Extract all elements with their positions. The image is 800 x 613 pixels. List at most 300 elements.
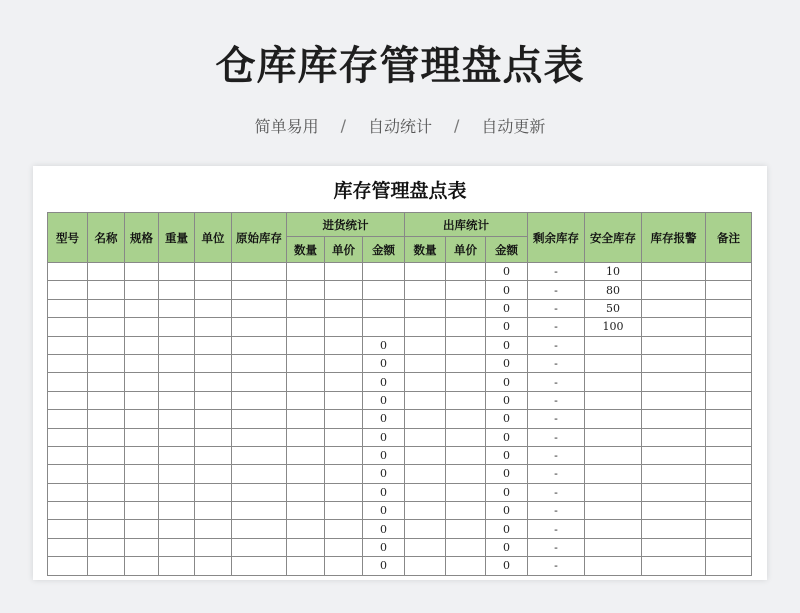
cell-out-unit-price[interactable]: [446, 354, 486, 372]
cell-out-quantity[interactable]: [405, 391, 446, 409]
cell-safety-stock[interactable]: [585, 502, 642, 520]
table-row: [48, 502, 752, 520]
cell-spec[interactable]: [125, 446, 159, 464]
cell-original-stock[interactable]: [232, 557, 287, 575]
cell-type[interactable]: [48, 502, 88, 520]
cell-in-amount[interactable]: 0: [363, 391, 405, 409]
cell-in-quantity[interactable]: [287, 465, 325, 483]
cell-in-quantity[interactable]: [287, 483, 325, 501]
cell-type[interactable]: [48, 354, 88, 372]
feature-tags: [0, 114, 800, 137]
cell-spec[interactable]: [125, 520, 159, 538]
cell-out-amount[interactable]: 0: [486, 354, 528, 372]
cell-in-unit-price[interactable]: [325, 446, 363, 464]
cell-weight[interactable]: [159, 318, 195, 336]
cell-weight[interactable]: [159, 391, 195, 409]
cell-out-unit-price[interactable]: [446, 318, 486, 336]
cell-in-amount[interactable]: 0: [363, 502, 405, 520]
cell-weight[interactable]: [159, 336, 195, 354]
cell-out-amount[interactable]: 0: [486, 410, 528, 428]
cell-type[interactable]: [48, 410, 88, 428]
cell-in-unit-price[interactable]: [325, 373, 363, 391]
cell-name[interactable]: [88, 373, 125, 391]
cell-remarks[interactable]: [706, 502, 752, 520]
cell-stock-alert[interactable]: [642, 465, 706, 483]
header-in-amount: 金额: [363, 237, 405, 263]
cell-remaining[interactable]: -: [528, 299, 585, 317]
cell-original-stock[interactable]: [232, 428, 287, 446]
cell-stock-alert[interactable]: [642, 428, 706, 446]
cell-type[interactable]: [48, 446, 88, 464]
cell-in-quantity[interactable]: [287, 263, 325, 281]
cell-name[interactable]: [88, 318, 125, 336]
cell-unit[interactable]: [195, 410, 232, 428]
cell-weight[interactable]: [159, 446, 195, 464]
cell-stock-alert[interactable]: [642, 502, 706, 520]
cell-out-unit-price[interactable]: [446, 446, 486, 464]
cell-safety-stock[interactable]: [585, 428, 642, 446]
cell-name[interactable]: [88, 538, 125, 556]
cell-original-stock[interactable]: [232, 520, 287, 538]
page-title: 仓库库存管理盘点表: [215, 43, 585, 89]
header-out-amount: 金额: [486, 237, 528, 263]
cell-type[interactable]: [48, 483, 88, 501]
cell-weight[interactable]: [159, 483, 195, 501]
cell-safety-stock[interactable]: 80: [585, 281, 642, 299]
cell-unit[interactable]: [195, 299, 232, 317]
cell-type[interactable]: [48, 373, 88, 391]
cell-in-quantity[interactable]: [287, 410, 325, 428]
cell-remarks[interactable]: [706, 538, 752, 556]
cell-in-unit-price[interactable]: [325, 336, 363, 354]
cell-out-amount[interactable]: 0: [486, 538, 528, 556]
cell-in-amount[interactable]: 0: [363, 465, 405, 483]
cell-remaining[interactable]: -: [528, 336, 585, 354]
cell-in-unit-price[interactable]: [325, 483, 363, 501]
cell-in-quantity[interactable]: [287, 446, 325, 464]
cell-spec[interactable]: [125, 410, 159, 428]
cell-in-quantity[interactable]: [287, 538, 325, 556]
cell-stock-alert[interactable]: [642, 281, 706, 299]
cell-spec[interactable]: [125, 502, 159, 520]
cell-spec[interactable]: [125, 483, 159, 501]
cell-out-unit-price[interactable]: [446, 336, 486, 354]
cell-out-quantity[interactable]: [405, 410, 446, 428]
cell-unit[interactable]: [195, 318, 232, 336]
cell-original-stock[interactable]: [232, 318, 287, 336]
cell-type[interactable]: [48, 263, 88, 281]
cell-out-unit-price[interactable]: [446, 373, 486, 391]
cell-weight[interactable]: [159, 502, 195, 520]
cell-name[interactable]: [88, 483, 125, 501]
cell-out-quantity[interactable]: [405, 557, 446, 575]
cell-in-unit-price[interactable]: [325, 391, 363, 409]
cell-stock-alert[interactable]: [642, 520, 706, 538]
cell-original-stock[interactable]: [232, 538, 287, 556]
table-row: [48, 391, 752, 409]
cell-out-amount[interactable]: 0: [486, 502, 528, 520]
cell-out-quantity[interactable]: [405, 428, 446, 446]
cell-remarks[interactable]: [706, 465, 752, 483]
cell-name[interactable]: [88, 281, 125, 299]
cell-in-unit-price[interactable]: [325, 538, 363, 556]
cell-in-unit-price[interactable]: [325, 263, 363, 281]
cell-unit[interactable]: [195, 373, 232, 391]
cell-stock-alert[interactable]: [642, 538, 706, 556]
cell-out-unit-price[interactable]: [446, 410, 486, 428]
cell-out-amount[interactable]: 0: [486, 281, 528, 299]
cell-spec[interactable]: [125, 373, 159, 391]
cell-original-stock[interactable]: [232, 483, 287, 501]
cell-in-amount[interactable]: 0: [363, 557, 405, 575]
cell-type[interactable]: [48, 557, 88, 575]
cell-name[interactable]: [88, 354, 125, 372]
cell-out-quantity[interactable]: [405, 538, 446, 556]
cell-safety-stock[interactable]: 100: [585, 318, 642, 336]
cell-out-amount[interactable]: 0: [486, 428, 528, 446]
cell-remarks[interactable]: [706, 318, 752, 336]
cell-in-quantity[interactable]: [287, 336, 325, 354]
cell-original-stock[interactable]: [232, 263, 287, 281]
cell-remaining[interactable]: -: [528, 446, 585, 464]
cell-in-quantity[interactable]: [287, 299, 325, 317]
cell-out-amount[interactable]: 0: [486, 465, 528, 483]
inventory-table: [47, 212, 752, 576]
cell-weight[interactable]: [159, 281, 195, 299]
cell-weight[interactable]: [159, 354, 195, 372]
cell-remaining[interactable]: -: [528, 465, 585, 483]
cell-name[interactable]: [88, 428, 125, 446]
cell-out-quantity[interactable]: [405, 299, 446, 317]
cell-stock-alert[interactable]: [642, 354, 706, 372]
table-row: [48, 336, 752, 354]
cell-spec[interactable]: [125, 428, 159, 446]
cell-type[interactable]: [48, 299, 88, 317]
cell-out-amount[interactable]: 0: [486, 391, 528, 409]
cell-remaining[interactable]: -: [528, 538, 585, 556]
cell-spec[interactable]: [125, 354, 159, 372]
cell-spec[interactable]: [125, 465, 159, 483]
cell-in-amount[interactable]: [363, 299, 405, 317]
cell-remarks[interactable]: [706, 373, 752, 391]
table-row: [48, 299, 752, 317]
cell-out-unit-price[interactable]: [446, 483, 486, 501]
spreadsheet-preview: [33, 166, 767, 580]
cell-in-quantity[interactable]: [287, 373, 325, 391]
cell-out-unit-price[interactable]: [446, 263, 486, 281]
cell-out-quantity[interactable]: [405, 520, 446, 538]
cell-unit[interactable]: [195, 465, 232, 483]
cell-in-unit-price[interactable]: [325, 465, 363, 483]
cell-original-stock[interactable]: [232, 299, 287, 317]
cell-stock-alert[interactable]: [642, 263, 706, 281]
cell-type[interactable]: [48, 428, 88, 446]
cell-safety-stock[interactable]: [585, 465, 642, 483]
cell-remarks[interactable]: [706, 520, 752, 538]
cell-safety-stock[interactable]: 50: [585, 299, 642, 317]
cell-out-amount[interactable]: 0: [486, 483, 528, 501]
cell-spec[interactable]: [125, 299, 159, 317]
cell-unit[interactable]: [195, 391, 232, 409]
cell-safety-stock[interactable]: [585, 557, 642, 575]
cell-unit[interactable]: [195, 483, 232, 501]
cell-out-quantity[interactable]: [405, 318, 446, 336]
cell-remaining[interactable]: -: [528, 557, 585, 575]
cell-out-unit-price[interactable]: [446, 520, 486, 538]
cell-out-quantity[interactable]: [405, 263, 446, 281]
cell-in-quantity[interactable]: [287, 520, 325, 538]
cell-name[interactable]: [88, 391, 125, 409]
cell-out-unit-price[interactable]: [446, 557, 486, 575]
cell-stock-alert[interactable]: [642, 299, 706, 317]
cell-out-quantity[interactable]: [405, 281, 446, 299]
table-row: [48, 538, 752, 556]
cell-safety-stock[interactable]: [585, 538, 642, 556]
cell-in-amount[interactable]: [363, 263, 405, 281]
header-name: 名称: [88, 213, 125, 263]
cell-original-stock[interactable]: [232, 391, 287, 409]
cell-remaining[interactable]: -: [528, 410, 585, 428]
cell-weight[interactable]: [159, 263, 195, 281]
cell-out-quantity[interactable]: [405, 446, 446, 464]
cell-type[interactable]: [48, 465, 88, 483]
cell-unit[interactable]: [195, 354, 232, 372]
cell-unit[interactable]: [195, 281, 232, 299]
cell-safety-stock[interactable]: [585, 391, 642, 409]
cell-in-quantity[interactable]: [287, 557, 325, 575]
cell-in-unit-price[interactable]: [325, 502, 363, 520]
cell-stock-alert[interactable]: [642, 557, 706, 575]
cell-type[interactable]: [48, 318, 88, 336]
cell-name[interactable]: [88, 465, 125, 483]
cell-spec[interactable]: [125, 557, 159, 575]
cell-name[interactable]: [88, 557, 125, 575]
cell-remarks[interactable]: [706, 354, 752, 372]
cell-remarks[interactable]: [706, 299, 752, 317]
table-row: [48, 483, 752, 501]
cell-in-amount[interactable]: [363, 318, 405, 336]
cell-out-quantity[interactable]: [405, 373, 446, 391]
header-out-unit-price: 单价: [446, 237, 486, 263]
cell-stock-alert[interactable]: [642, 410, 706, 428]
cell-original-stock[interactable]: [232, 410, 287, 428]
cell-unit[interactable]: [195, 502, 232, 520]
cell-in-amount[interactable]: 0: [363, 373, 405, 391]
table-row: [48, 520, 752, 538]
cell-original-stock[interactable]: [232, 354, 287, 372]
header-weight: 重量: [159, 213, 195, 263]
cell-unit[interactable]: [195, 428, 232, 446]
cell-remaining[interactable]: -: [528, 318, 585, 336]
cell-out-quantity[interactable]: [405, 483, 446, 501]
cell-unit[interactable]: [195, 538, 232, 556]
cell-type[interactable]: [48, 520, 88, 538]
cell-name[interactable]: [88, 336, 125, 354]
cell-weight[interactable]: [159, 428, 195, 446]
cell-remarks[interactable]: [706, 446, 752, 464]
cell-weight[interactable]: [159, 299, 195, 317]
cell-remaining[interactable]: -: [528, 354, 585, 372]
cell-in-amount[interactable]: 0: [363, 428, 405, 446]
cell-in-quantity[interactable]: [287, 502, 325, 520]
cell-in-amount[interactable]: 0: [363, 336, 405, 354]
cell-type[interactable]: [48, 281, 88, 299]
cell-remaining[interactable]: -: [528, 391, 585, 409]
cell-in-unit-price[interactable]: [325, 281, 363, 299]
cell-remaining[interactable]: -: [528, 281, 585, 299]
cell-in-quantity[interactable]: [287, 391, 325, 409]
cell-in-quantity[interactable]: [287, 428, 325, 446]
cell-name[interactable]: [88, 299, 125, 317]
cell-out-amount[interactable]: 0: [486, 263, 528, 281]
cell-in-unit-price[interactable]: [325, 299, 363, 317]
cell-original-stock[interactable]: [232, 465, 287, 483]
cell-safety-stock[interactable]: [585, 483, 642, 501]
cell-weight[interactable]: [159, 373, 195, 391]
header-spec: 规格: [125, 213, 159, 263]
cell-weight[interactable]: [159, 465, 195, 483]
cell-in-quantity[interactable]: [287, 318, 325, 336]
cell-weight[interactable]: [159, 410, 195, 428]
cell-remaining[interactable]: -: [528, 483, 585, 501]
cell-in-quantity[interactable]: [287, 281, 325, 299]
sheet-title: 库存管理盘点表: [333, 180, 467, 202]
cell-remaining[interactable]: -: [528, 373, 585, 391]
cell-out-unit-price[interactable]: [446, 299, 486, 317]
cell-in-amount[interactable]: 0: [363, 446, 405, 464]
cell-spec[interactable]: [125, 538, 159, 556]
cell-stock-alert[interactable]: [642, 336, 706, 354]
cell-out-unit-price[interactable]: [446, 502, 486, 520]
cell-safety-stock[interactable]: [585, 520, 642, 538]
header-type: 型号: [48, 213, 88, 263]
cell-remaining[interactable]: -: [528, 520, 585, 538]
cell-original-stock[interactable]: [232, 373, 287, 391]
cell-in-amount[interactable]: [363, 281, 405, 299]
cell-out-amount[interactable]: 0: [486, 318, 528, 336]
cell-weight[interactable]: [159, 538, 195, 556]
cell-safety-stock[interactable]: [585, 373, 642, 391]
cell-unit[interactable]: [195, 557, 232, 575]
tag-auto-update: 自动更新: [481, 117, 546, 136]
cell-in-amount[interactable]: 0: [363, 520, 405, 538]
cell-stock-alert[interactable]: [642, 318, 706, 336]
cell-remarks[interactable]: [706, 410, 752, 428]
cell-remarks[interactable]: [706, 281, 752, 299]
cell-in-unit-price[interactable]: [325, 428, 363, 446]
cell-weight[interactable]: [159, 557, 195, 575]
cell-original-stock[interactable]: [232, 336, 287, 354]
cell-weight[interactable]: [159, 520, 195, 538]
cell-unit[interactable]: [195, 520, 232, 538]
cell-out-amount[interactable]: 0: [486, 446, 528, 464]
cell-original-stock[interactable]: [232, 446, 287, 464]
cell-in-unit-price[interactable]: [325, 354, 363, 372]
cell-remarks[interactable]: [706, 263, 752, 281]
cell-remarks[interactable]: [706, 336, 752, 354]
cell-safety-stock[interactable]: [585, 354, 642, 372]
table-row: [48, 373, 752, 391]
cell-spec[interactable]: [125, 263, 159, 281]
cell-name[interactable]: [88, 502, 125, 520]
cell-remaining[interactable]: -: [528, 502, 585, 520]
cell-out-amount[interactable]: 0: [486, 336, 528, 354]
cell-type[interactable]: [48, 336, 88, 354]
cell-in-unit-price[interactable]: [325, 410, 363, 428]
header-in-unit-price: 单价: [325, 237, 363, 263]
cell-remaining[interactable]: -: [528, 428, 585, 446]
cell-in-unit-price[interactable]: [325, 557, 363, 575]
table-row: [48, 446, 752, 464]
cell-unit[interactable]: [195, 336, 232, 354]
cell-in-amount[interactable]: 0: [363, 410, 405, 428]
cell-out-unit-price[interactable]: [446, 465, 486, 483]
cell-name[interactable]: [88, 263, 125, 281]
cell-out-quantity[interactable]: [405, 336, 446, 354]
tag-separator: /: [454, 116, 460, 135]
cell-out-unit-price[interactable]: [446, 428, 486, 446]
cell-unit[interactable]: [195, 263, 232, 281]
cell-remarks[interactable]: [706, 557, 752, 575]
cell-out-amount[interactable]: 0: [486, 373, 528, 391]
cell-out-quantity[interactable]: [405, 354, 446, 372]
cell-remarks[interactable]: [706, 483, 752, 501]
cell-out-quantity[interactable]: [405, 465, 446, 483]
cell-spec[interactable]: [125, 281, 159, 299]
cell-unit[interactable]: [195, 446, 232, 464]
cell-in-unit-price[interactable]: [325, 318, 363, 336]
cell-out-quantity[interactable]: [405, 502, 446, 520]
cell-in-amount[interactable]: 0: [363, 538, 405, 556]
cell-stock-alert[interactable]: [642, 446, 706, 464]
cell-in-amount[interactable]: 0: [363, 354, 405, 372]
cell-remaining[interactable]: -: [528, 263, 585, 281]
cell-remarks[interactable]: [706, 428, 752, 446]
table-row: [48, 557, 752, 575]
cell-safety-stock[interactable]: [585, 446, 642, 464]
cell-stock-alert[interactable]: [642, 373, 706, 391]
cell-original-stock[interactable]: [232, 502, 287, 520]
cell-spec[interactable]: [125, 318, 159, 336]
cell-stock-alert[interactable]: [642, 483, 706, 501]
cell-remarks[interactable]: [706, 391, 752, 409]
table-row: [48, 263, 752, 281]
cell-stock-alert[interactable]: [642, 391, 706, 409]
cell-in-unit-price[interactable]: [325, 520, 363, 538]
cell-out-amount[interactable]: 0: [486, 557, 528, 575]
cell-in-amount[interactable]: 0: [363, 483, 405, 501]
cell-in-quantity[interactable]: [287, 354, 325, 372]
cell-out-unit-price[interactable]: [446, 391, 486, 409]
cell-type[interactable]: [48, 538, 88, 556]
header-unit: 单位: [195, 213, 232, 263]
cell-out-amount[interactable]: 0: [486, 520, 528, 538]
cell-out-amount[interactable]: 0: [486, 299, 528, 317]
cell-safety-stock[interactable]: [585, 410, 642, 428]
cell-out-unit-price[interactable]: [446, 538, 486, 556]
header-stock-alert: 库存报警: [642, 213, 706, 263]
cell-name[interactable]: [88, 410, 125, 428]
cell-original-stock[interactable]: [232, 281, 287, 299]
cell-name[interactable]: [88, 446, 125, 464]
cell-spec[interactable]: [125, 336, 159, 354]
cell-spec[interactable]: [125, 391, 159, 409]
cell-type[interactable]: [48, 391, 88, 409]
cell-safety-stock[interactable]: 10: [585, 263, 642, 281]
cell-out-unit-price[interactable]: [446, 281, 486, 299]
cell-name[interactable]: [88, 520, 125, 538]
cell-safety-stock[interactable]: [585, 336, 642, 354]
